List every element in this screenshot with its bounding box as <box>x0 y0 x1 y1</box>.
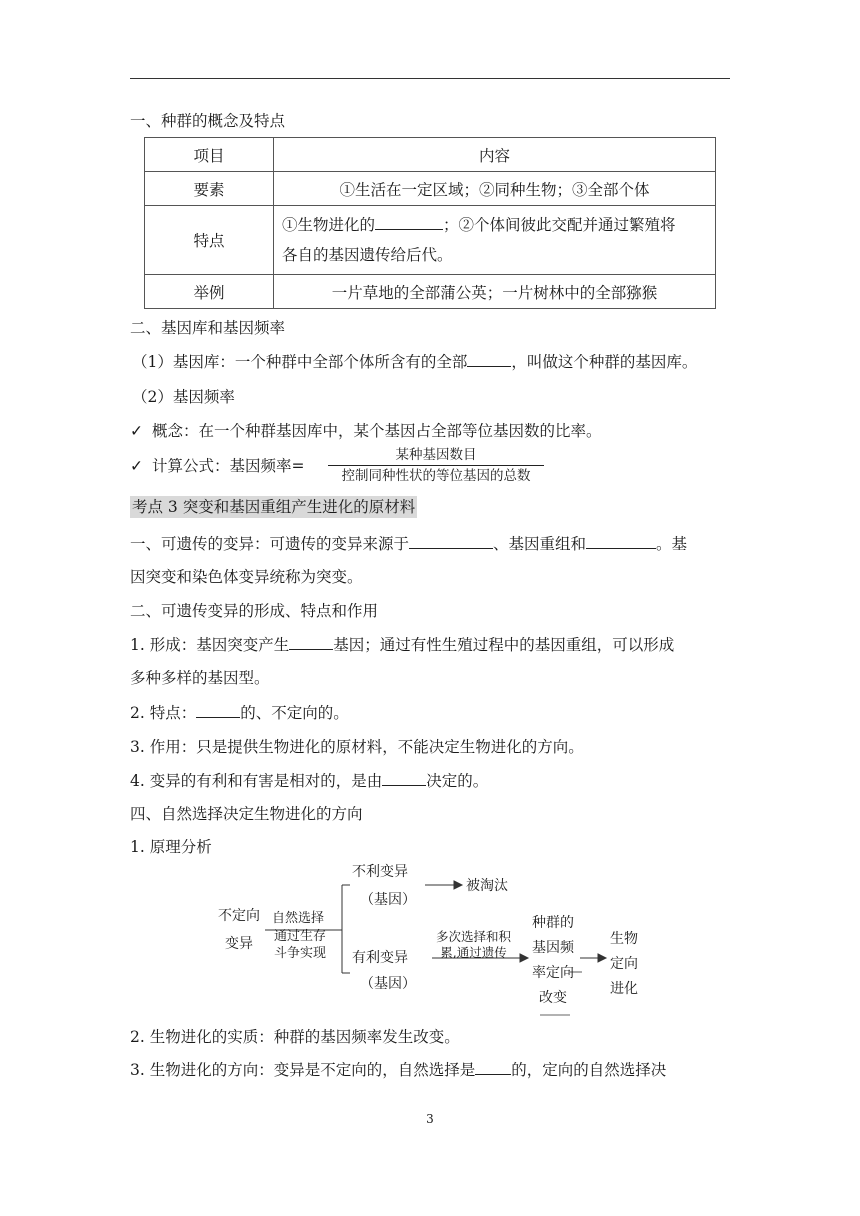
s3-line-1: 一、可遗传的变异：可遗传的变异来源于 、基因重组和 。基 <box>130 535 688 553</box>
selection-diagram <box>210 855 670 1020</box>
table-cell: 举例 <box>145 275 274 309</box>
section-3-title: 考点 3 突变和基因重组产生进化的原材料 <box>132 498 416 516</box>
formula-denominator: 控制同种性状的等位基因的总数 <box>341 468 531 484</box>
s3-item-4: 4. 变异的有利和有害是相对的，是由 决定的。 <box>130 772 489 790</box>
favorable-variation-label: 有利变异 <box>352 950 408 966</box>
heading-gene-pool: 二、基因库和基因频率 <box>130 319 286 337</box>
gene-pool-definition: （1）基因库：一个种群中全部个体所含有的全部 ，叫做这个种群的基因库。 <box>132 353 698 371</box>
s3-item-3: 3. 作用：只是提供生物进化的原材料，不能决定生物进化的方向。 <box>130 738 584 756</box>
table-header-item: 项目 <box>145 138 274 172</box>
concept-line: ✓ 概念：在一个种群基因库中，某个基因占全部等位基因数的比率。 <box>130 422 602 440</box>
page-number: 3 <box>426 1112 434 1126</box>
header-rule <box>130 78 730 79</box>
table-header-content: 内容 <box>274 138 716 172</box>
gene-frequency-change-label: 种群的 基因频 率定向 改变 <box>532 915 574 1006</box>
check-icon: ✓ <box>130 422 143 440</box>
table-cell: ①生活在一定区域；②同种生物；③全部个体 <box>274 172 716 206</box>
random-variation-label: 不定向 <box>218 908 260 924</box>
fill-blank[interactable] <box>586 533 656 549</box>
table-cell: 要素 <box>145 172 274 206</box>
table-row <box>145 206 716 275</box>
table-row <box>145 275 716 309</box>
s3-heading-2: 二、可遗传变异的形成、特点和作用 <box>130 602 379 620</box>
fill-blank[interactable] <box>196 702 240 718</box>
s4-item-2: 2. 生物进化的实质：种群的基因频率发生改变。 <box>130 1028 460 1046</box>
check-icon: ✓ <box>130 457 143 475</box>
unfavorable-variation-label: 不利变异 <box>352 864 408 880</box>
fill-blank[interactable] <box>467 351 511 367</box>
unfavorable-gene-label: （基因） <box>360 892 416 908</box>
s3-item-2: 2. 特点： 的、不定向的。 <box>130 704 349 722</box>
s3-line-2: 因突变和染色体变异统称为突变。 <box>130 568 363 586</box>
s4-heading: 四、自然选择决定生物进化的方向 <box>130 805 363 823</box>
table-cell: 特点 <box>145 206 274 275</box>
table-cell-features: ①生物进化的 ；②个体间彼此交配并通过繁殖将 各自的基因遗传给后代。 <box>274 206 716 275</box>
eliminated-label: 被淘汰 <box>466 878 508 894</box>
accumulation-label: 多次选择和积 累,通过遗传 <box>436 929 512 960</box>
random-variation-label: 变异 <box>225 936 253 952</box>
survival-struggle-label: 通过生存 斗争实现 <box>274 929 327 961</box>
fill-blank[interactable] <box>382 770 426 786</box>
formula-fraction <box>328 446 544 485</box>
fill-blank[interactable] <box>409 533 493 549</box>
s3-item-1: 1. 形成：基因突变产生 基因；通过有性生殖过程中的基因重组，可以形成 <box>130 636 675 654</box>
directed-evolution-label: 生物 定向 进化 <box>610 931 638 997</box>
table-row <box>145 172 716 206</box>
table-cell: 一片草地的全部蒲公英；一片树林中的全部猕猴 <box>274 275 716 309</box>
natural-selection-label: 自然选择 <box>272 911 325 926</box>
fraction-bar <box>328 465 544 466</box>
fill-blank[interactable] <box>375 214 443 230</box>
heading-population: 一、种群的概念及特点 <box>130 112 286 130</box>
s4-item-3: 3. 生物进化的方向：变异是不定向的，自然选择是 的，定向的自然选择决 <box>130 1061 667 1079</box>
s4-item-1: 1. 原理分析 <box>130 838 212 856</box>
favorable-gene-label: （基因） <box>360 976 416 992</box>
fill-blank[interactable] <box>475 1059 511 1075</box>
formula-numerator: 某种基因数目 <box>395 447 477 463</box>
gene-frequency-title: （2）基因频率 <box>132 388 235 406</box>
table-row <box>145 138 716 172</box>
s3-item-1-cont: 多种多样的基因型。 <box>130 669 270 687</box>
formula-line: ✓ 计算公式：基因频率= <box>130 457 305 475</box>
fill-blank[interactable] <box>289 634 333 650</box>
population-table <box>144 137 716 309</box>
